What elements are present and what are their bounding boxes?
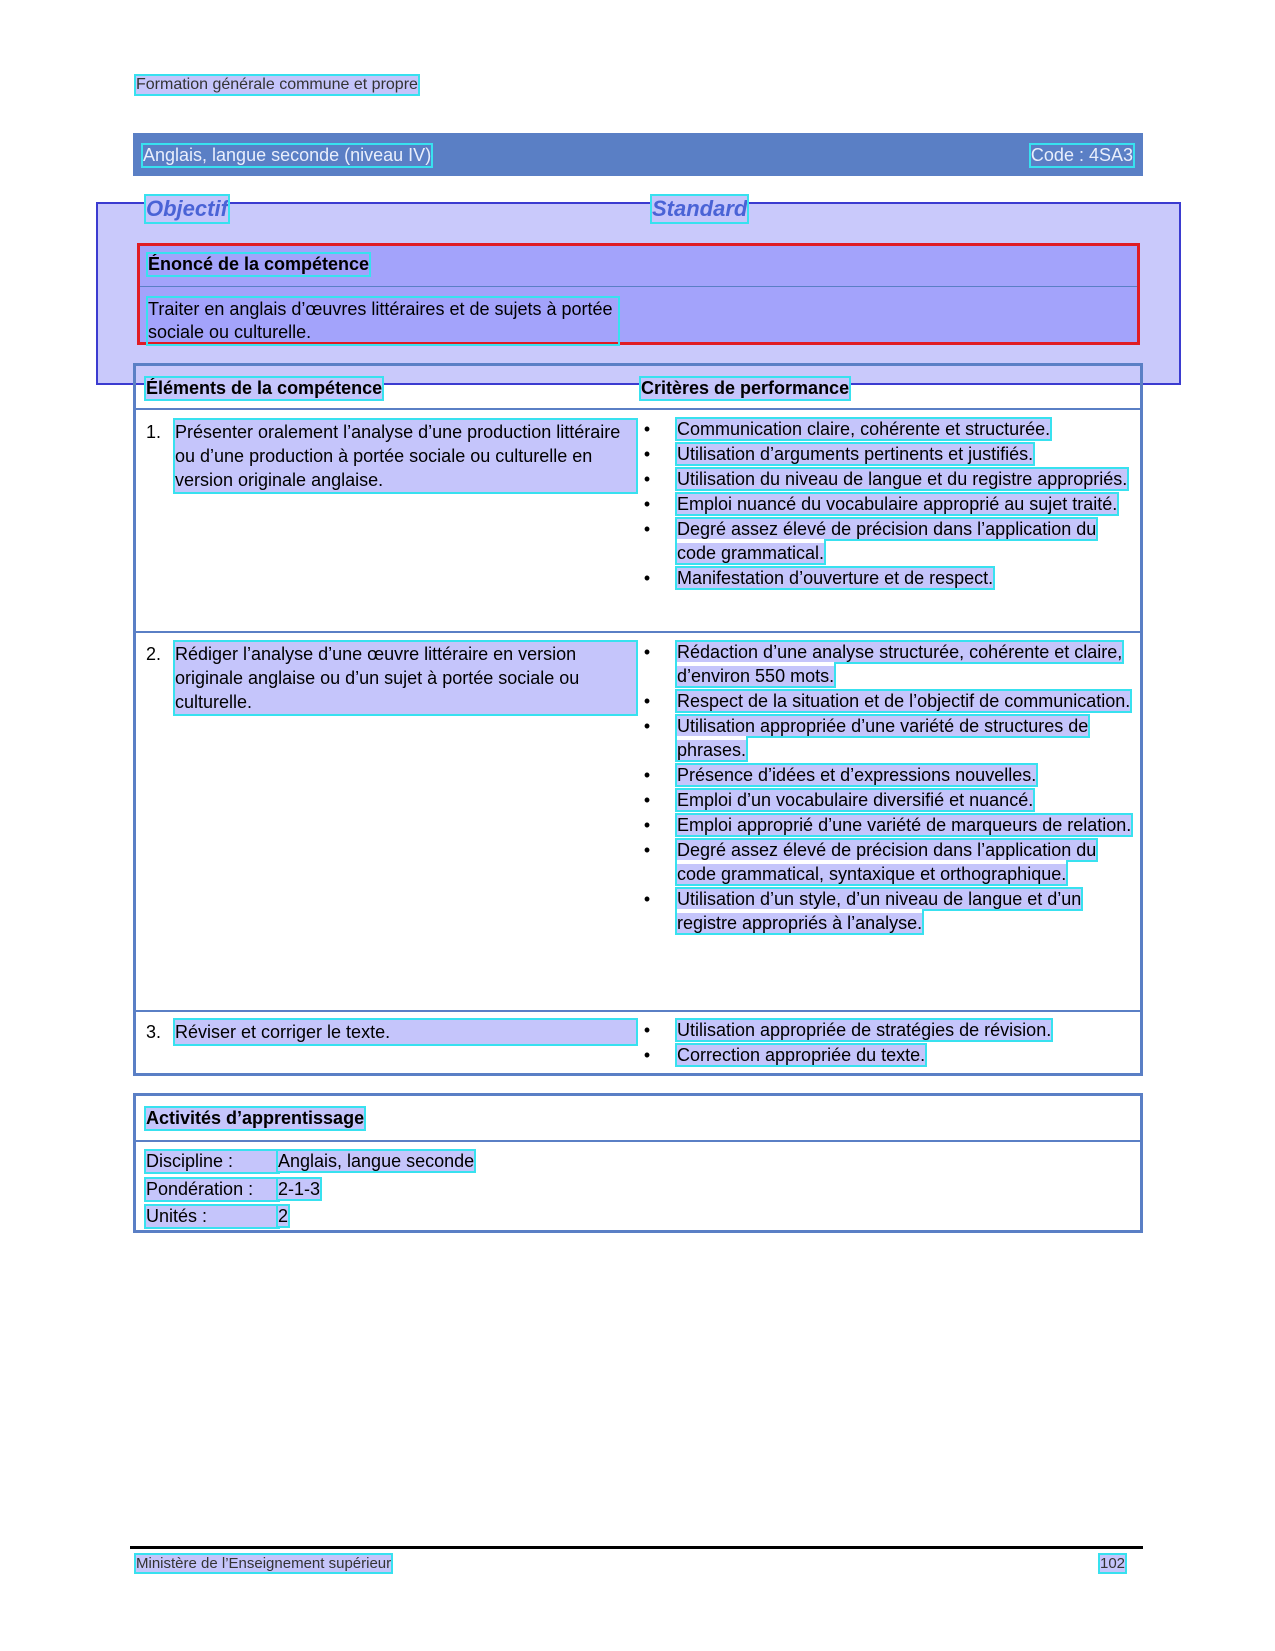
course-title: Anglais, langue seconde (niveau IV): [143, 145, 432, 165]
elements-heading: Éléments de la compétence: [146, 378, 383, 398]
list-item: • Utilisation du niveau de langue et du registre appropriés.: [643, 469, 1128, 489]
element-text: Rédiger l’analyse d’une œuvre littéraire en version originale anglaise ou d’un sujet à portée sociale ou culturelle.: [175, 642, 636, 714]
list-item: • Utilisation d’un style, d’un niveau de langue et d’un registre appropriés à l’analyse.: [643, 889, 1082, 933]
list-item: • Utilisation d’arguments pertinents et justifiés.: [643, 444, 1034, 464]
page-number: 102: [1100, 1555, 1126, 1572]
discipline-row: Discipline : Anglais, langue seconde: [146, 1151, 475, 1171]
criteria-list-1: [641, 417, 1136, 591]
divider: [136, 631, 1140, 633]
course-code: Code : 4SA3: [1030, 145, 1133, 165]
competency-statement-box: [137, 243, 1140, 345]
criteria-heading: Critères de performance: [641, 378, 850, 398]
list-item: • Rédaction d’une analyse structurée, cohérente et claire, d’environ 550 mots.: [643, 642, 1123, 686]
weighting-row: Pondération : 2-1-3: [146, 1179, 321, 1199]
competency-elements-table: [133, 363, 1143, 1076]
list-item: • Utilisation appropriée d’une variété de structures de phrases.: [643, 716, 1089, 760]
objective-label: Objectif: [146, 196, 228, 221]
element-3: [146, 1020, 636, 1044]
units-row: Unités : 2: [146, 1206, 289, 1226]
list-item: • Degré assez élevé de précision dans l’application du code grammatical, syntaxique et orthographique.: [643, 840, 1097, 884]
element-number: 3.: [146, 1022, 162, 1042]
list-item: • Emploi approprié d’une variété de marqueurs de relation.: [643, 815, 1132, 835]
list-item: • Respect de la situation et de l’objectif de communication.: [643, 691, 1131, 711]
running-header: Formation générale commune et propre: [136, 76, 418, 93]
learning-activities-box: [133, 1093, 1143, 1233]
element-number: 1.: [146, 422, 162, 442]
element-text: Présenter oralement l’analyse d’une production littéraire ou d’une production à portée sociale ou culturelle en version originale anglaise.: [175, 420, 636, 492]
element-number: 2.: [146, 644, 162, 664]
list-item: • Communication claire, cohérente et structurée.: [643, 419, 1051, 439]
list-item: • Présence d’idées et d’expressions nouvelles.: [643, 765, 1037, 785]
divider: [136, 1010, 1140, 1012]
standard-label: Standard: [652, 196, 748, 221]
footer-rule: [130, 1546, 1143, 1549]
divider: [136, 408, 1140, 410]
list-item: • Utilisation appropriée de stratégies de révision.: [643, 1020, 1052, 1040]
activities-heading: Activités d’apprentissage: [146, 1108, 365, 1128]
criteria-list-3: [641, 1018, 1136, 1068]
element-1: [146, 420, 636, 492]
element-2: [146, 642, 636, 714]
list-item: • Emploi d’un vocabulaire diversifié et nuancé.: [643, 790, 1034, 810]
competency-statement-heading: Énoncé de la compétence: [148, 254, 370, 274]
divider: [136, 1140, 1140, 1142]
list-item: • Manifestation d’ouverture et de respect.: [643, 568, 994, 588]
footer-ministry: Ministère de l’Enseignement supérieur: [136, 1555, 392, 1572]
list-item: • Emploi nuancé du vocabulaire approprié au sujet traité.: [643, 494, 1118, 514]
list-item: • Correction appropriée du texte.: [643, 1045, 926, 1065]
criteria-list-2: [641, 640, 1136, 936]
list-item: • Degré assez élevé de précision dans l’application du code grammatical.: [643, 519, 1097, 563]
course-title-bar: [133, 133, 1143, 176]
divider: [140, 286, 1137, 287]
element-text: Réviser et corriger le texte.: [175, 1020, 636, 1044]
competency-statement-text: Traiter en anglais d’œuvres littéraires et de sujets à portée sociale ou culturelle.: [148, 298, 618, 344]
